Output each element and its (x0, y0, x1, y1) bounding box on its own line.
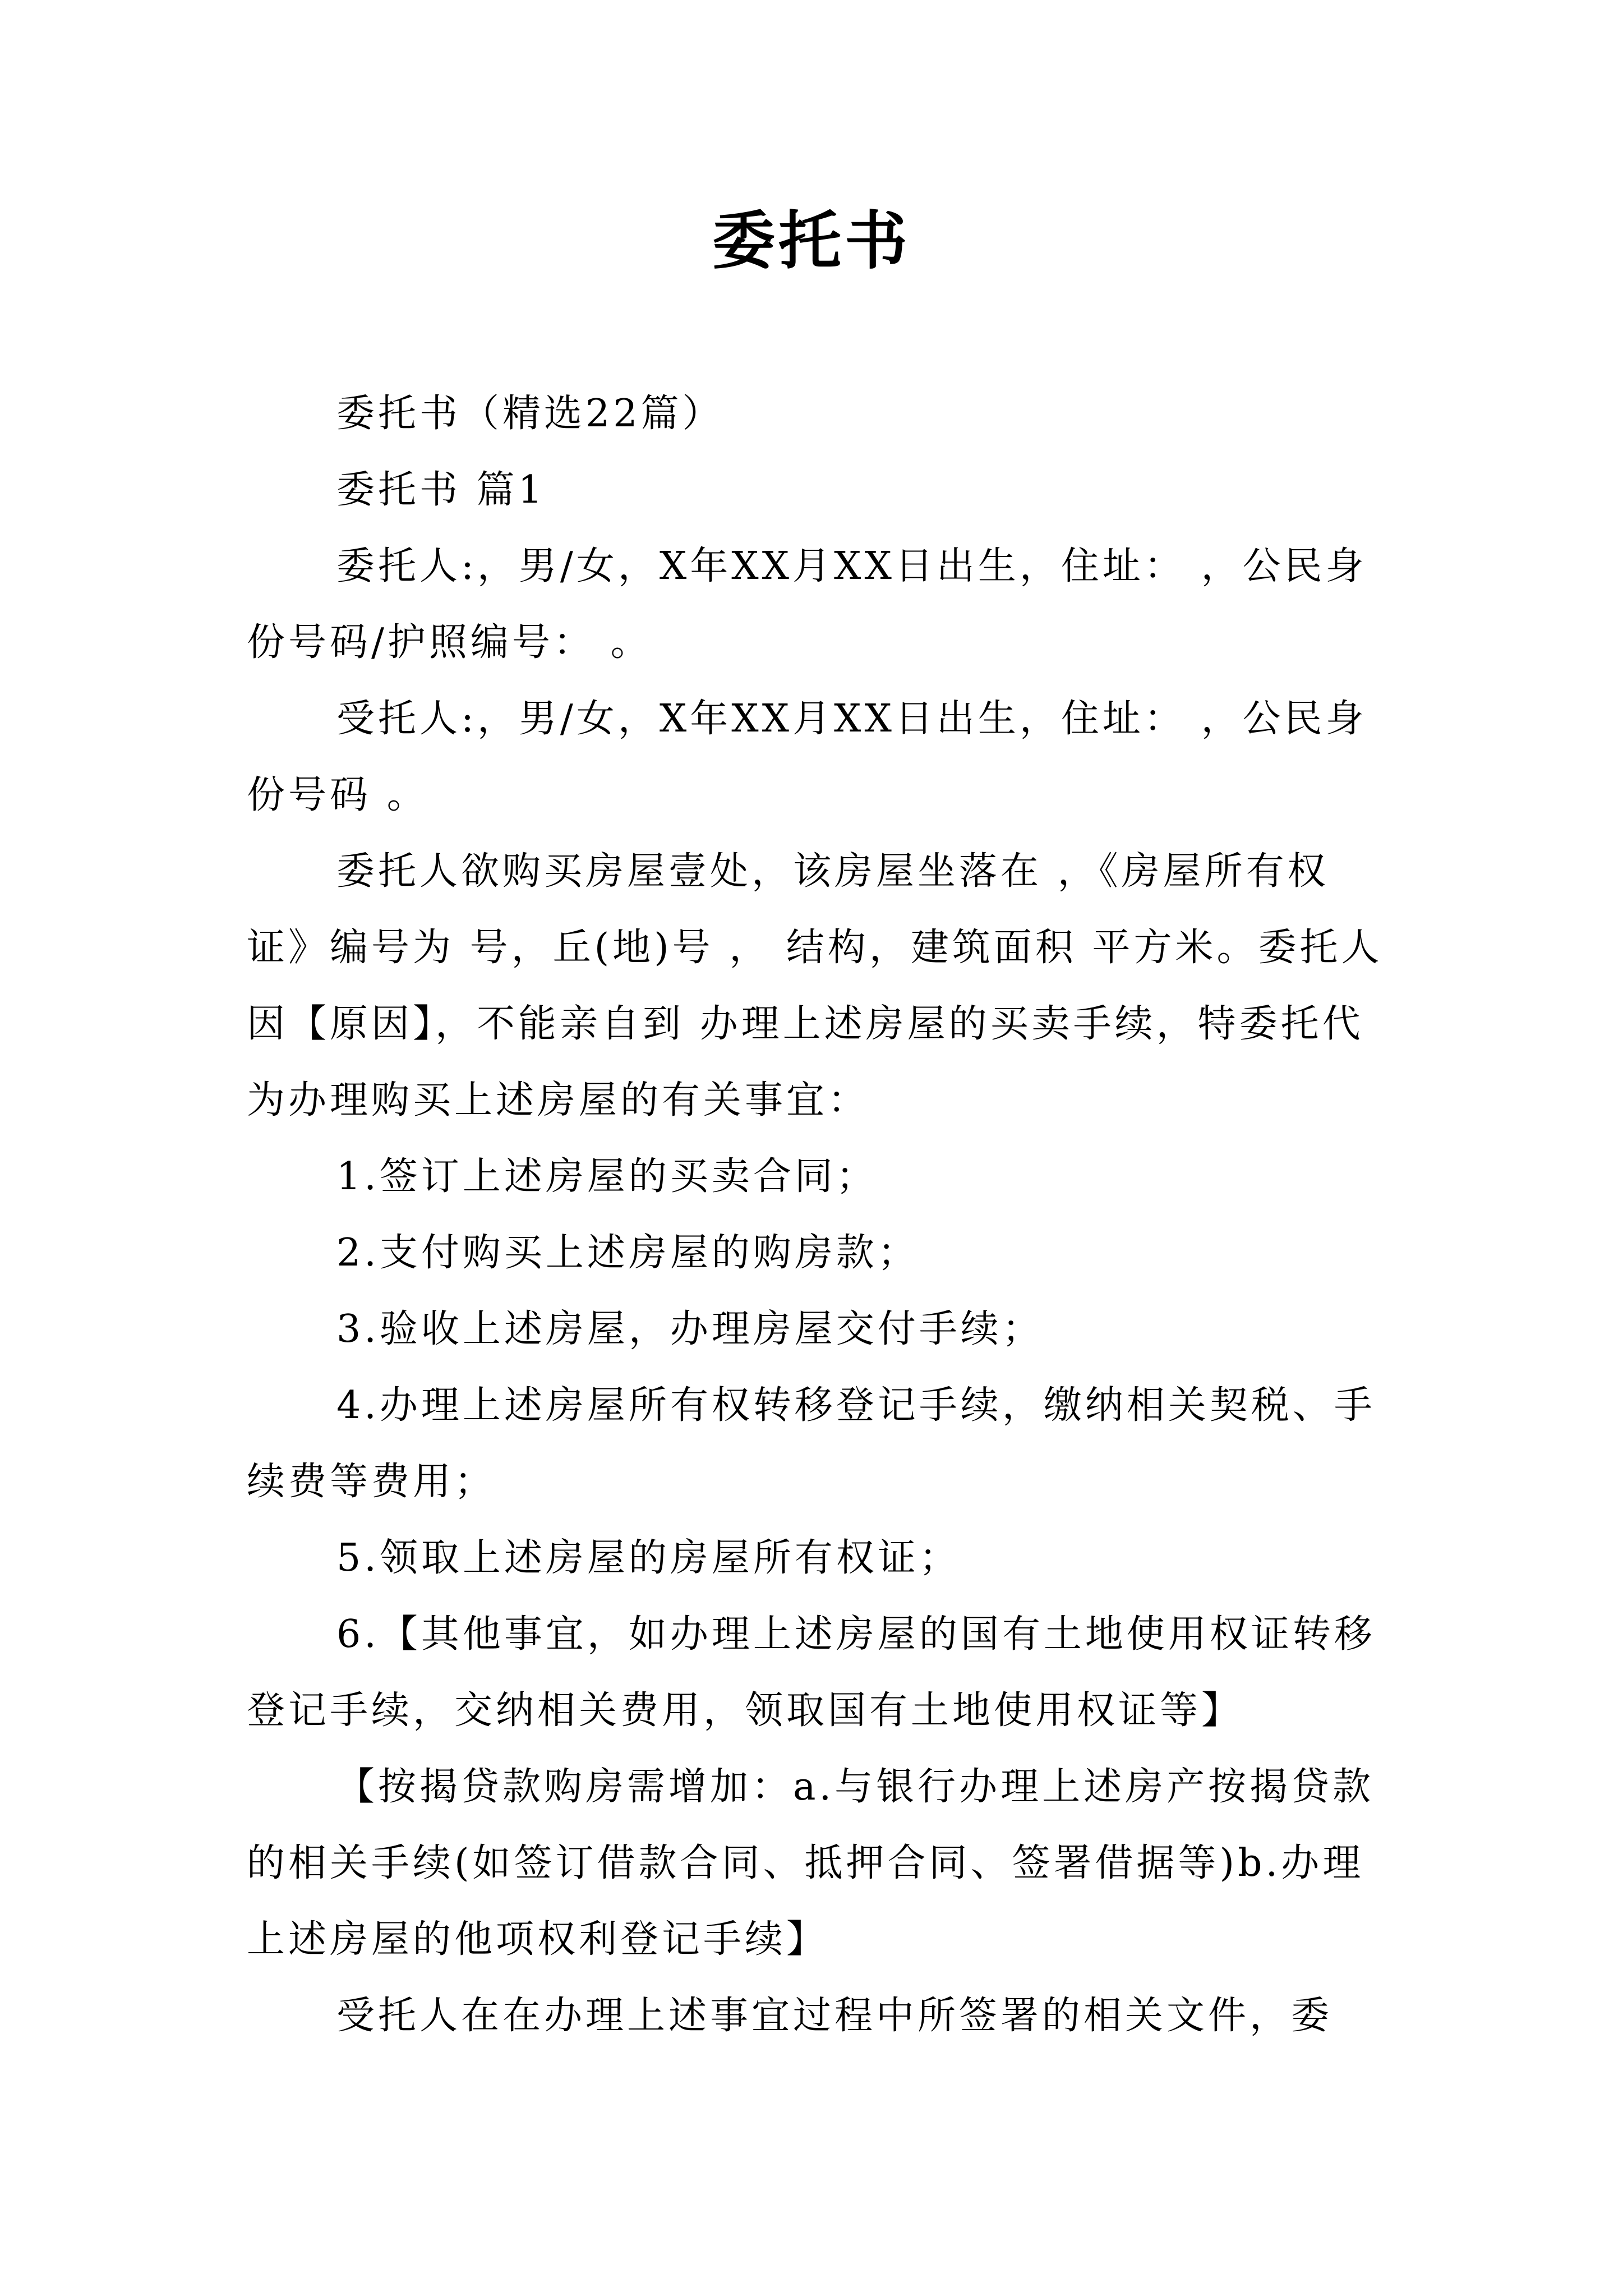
paragraph-mortgage-note: 【按揭贷款购房需增加：a.与银行办理上述房产按揭贷款的相关手续(如签订借款合同、抵押合同、签署借据等)b.办理上述房屋的他项权利登记手续】 (247, 1765, 1375, 1962)
list-item-2: 2.支付购买上述房屋的购房款； (336, 1231, 919, 1275)
document-title: 委托书 (712, 205, 911, 278)
paragraph-continuation: 受托人在在办理上述事宜过程中所签署的相关文件，委 (336, 1994, 1333, 2038)
paragraph-principal: 委托人:，男/女，X年XX月XX日出生，住址： ，公民身份号码/护照编号： 。 (247, 544, 1367, 665)
list-item-6: 6.【其他事宜，如办理上述房屋的国有土地使用权证转移登记手续，交纳相关费用，领取国有土地使用权证等】 (247, 1612, 1376, 1733)
list-item-4: 4.办理上述房屋所有权转移登记手续，缴纳相关契税、手续费等费用； (247, 1383, 1376, 1504)
list-item-5: 5.领取上述房屋的房屋所有权证； (336, 1536, 961, 1580)
list-item-3: 3.验收上述房屋，办理房屋交付手续； (336, 1307, 1044, 1351)
paragraph-section-heading: 委托书 篇1 (336, 468, 546, 512)
paragraph-property: 委托人欲购买房屋壹处，该房屋坐落在 ，《房屋所有权证》编号为 号，丘(地)号 ， 结构，建筑面积 平方米。委托人因【原因】，不能亲自到 办理上述房屋的买卖手续，特委托代为办理购买上述房屋的有关事宜： (247, 849, 1383, 1122)
paragraph-subtitle: 委托书（精选22篇） (336, 392, 724, 436)
paragraph-agent: 受托人:，男/女，X年XX月XX日出生，住址： ，公民身份号码 。 (247, 697, 1367, 817)
document-body (247, 376, 1391, 2054)
list-item-1: 1.签订上述房屋的买卖合同； (336, 1154, 878, 1199)
